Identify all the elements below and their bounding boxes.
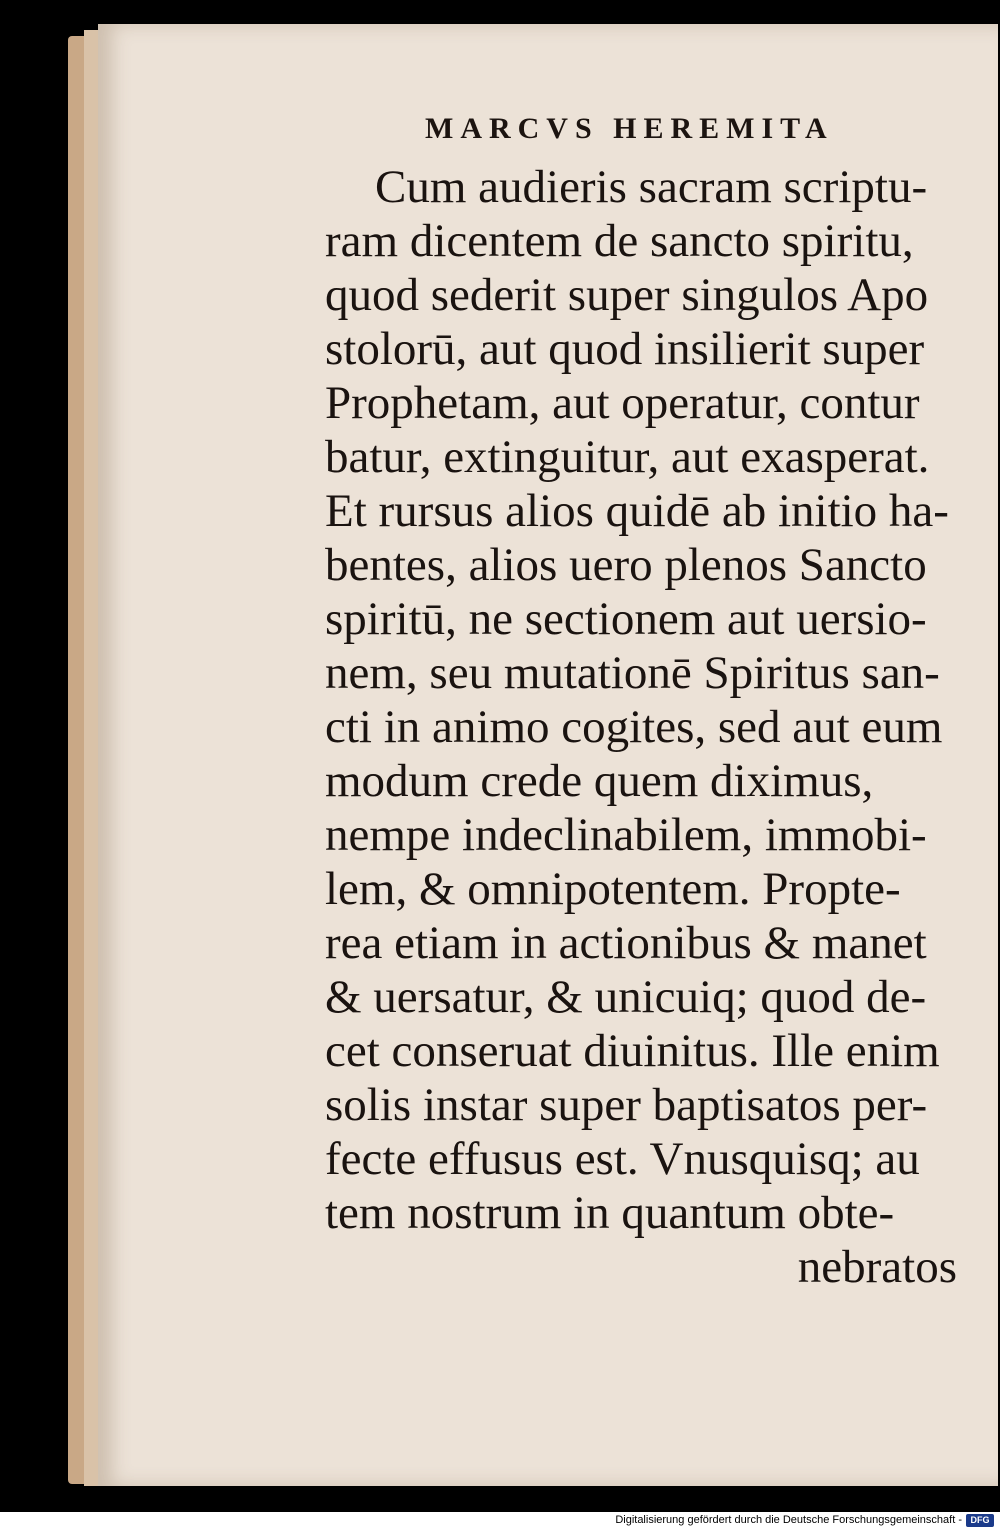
text-line: Cum audieris sacram scriptu- xyxy=(375,161,928,213)
text-line: stolorū, aut quod insilierit super xyxy=(325,323,925,375)
digitization-credit: Digitalisierung gefördert durch die Deutsche Forschungsgemeinschaft - xyxy=(615,1514,962,1526)
running-head: MARCVS HEREMITA xyxy=(425,112,834,145)
text-line: ram dicentem de sancto spiritu, xyxy=(325,215,914,267)
dfg-logo: DFG xyxy=(966,1514,994,1527)
text-line: nem, seu mutationē Spiritus san- xyxy=(325,647,940,699)
text-line: solis instar super baptisatos per- xyxy=(325,1079,928,1131)
text-line: bentes, alios uero plenos Sancto xyxy=(325,539,927,591)
text-line: modum crede quem diximus, xyxy=(325,755,874,807)
text-line: tem nostrum in quantum obte- xyxy=(325,1187,895,1239)
text-line: quod sederit super singulos Apo xyxy=(325,269,929,321)
text-line: cet conseruat diuinitus. Ille enim xyxy=(325,1025,940,1077)
text-line: fecte effusus est. Vnusquisq; au xyxy=(325,1133,920,1185)
page-text xyxy=(325,160,957,1294)
text-line: spiritū, ne sectionem aut uersio- xyxy=(325,593,927,645)
catchword: nebratos xyxy=(797,1241,957,1293)
text-line: nempe indeclinabilem, immobi- xyxy=(325,809,927,861)
text-line: rea etiam in actionibus & manet xyxy=(325,917,927,969)
text-line: Et rursus alios quidē ab initio ha- xyxy=(325,485,949,537)
text-line: cti in animo cogites, sed aut eum xyxy=(325,701,943,753)
text-line: batur, extinguitur, aut exasperat. xyxy=(325,431,930,483)
text-line: lem, & omnipotentem. Propte- xyxy=(325,863,901,915)
text-line: & uersatur, & unicuiq; quod de- xyxy=(325,971,927,1023)
text-line: Prophetam, aut operatur, contur xyxy=(325,377,920,429)
